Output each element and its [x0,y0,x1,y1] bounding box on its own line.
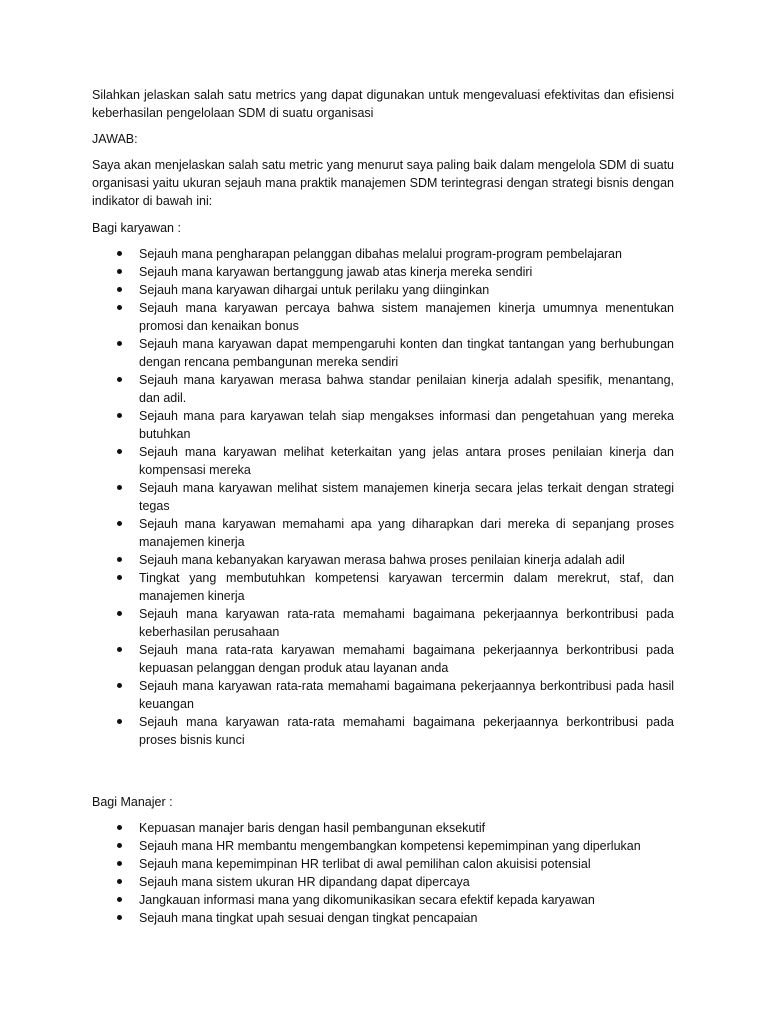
list-item: Sejauh mana karyawan memahami apa yang diharapkan dari mereka di sepanjang proses manajemen kinerja [92,515,674,551]
list-item: Sejauh mana rata-rata karyawan memahami bagaimana pekerjaannya berkontribusi pada kepuasan pelanggan dengan produk atau layanan anda [92,641,674,677]
intro-paragraph: Saya akan menjelaskan salah satu metric yang menurut saya paling baik dalam mengelola SDM di suatu organisasi yaitu ukuran sejauh mana praktik manajemen SDM terintegrasi dengan strategi bisnis dengan indikator di bawah ini: [92,158,674,208]
jawab-label: JAWAB: [92,132,138,146]
list-item: Sejauh mana para karyawan telah siap mengakses informasi dan pengetahuan yang mereka butuhkan [92,407,674,443]
manajer-list [92,819,674,927]
list-item: Sejauh mana karyawan melihat sistem manajemen kinerja secara jelas terkait dengan strategi tegas [92,479,674,515]
list-item: Sejauh mana karyawan rata-rata memahami bagaimana pekerjaannya berkontribusi pada hasil keuangan [92,677,674,713]
list-item: Tingkat yang membutuhkan kompetensi karyawan tercermin dalam merekrut, staf, dan manajemen kinerja [92,569,674,605]
list-item: Sejauh mana karyawan percaya bahwa sistem manajemen kinerja umumnya menentukan promosi dan kenaikan bonus [92,299,674,335]
list-item: Sejauh mana karyawan melihat keterkaitan yang jelas antara proses penilaian kinerja dan kompensasi mereka [92,443,674,479]
list-item: Sejauh mana karyawan dapat mempengaruhi konten dan tingkat tantangan yang berhubungan dengan rencana pembangunan mereka sendiri [92,335,674,371]
karyawan-section-title: Bagi karyawan : [92,221,181,235]
list-item: Sejauh mana karyawan merasa bahwa standar penilaian kinerja adalah spesifik, menantang, dan adil. [92,371,674,407]
list-item: Sejauh mana tingkat upah sesuai dengan tingkat pencapaian [92,909,674,927]
list-item: Kepuasan manajer baris dengan hasil pembangunan eksekutif [92,819,674,837]
list-item: Sejauh mana HR membantu mengembangkan kompetensi kepemimpinan yang diperlukan [92,837,674,855]
question-text: Silahkan jelaskan salah satu metrics yang dapat digunakan untuk mengevaluasi efektivitas dan efisiensi keberhasilan pengelolaan SDM di suatu organisasi [92,88,674,120]
list-item: Sejauh mana karyawan rata-rata memahami bagaimana pekerjaannya berkontribusi pada keberhasilan perusahaan [92,605,674,641]
karyawan-list [92,245,674,749]
document-content [92,86,674,927]
list-item: Sejauh mana sistem ukuran HR dipandang dapat dipercaya [92,873,674,891]
list-item: Sejauh mana karyawan bertanggung jawab atas kinerja mereka sendiri [92,263,674,281]
list-item: Jangkauan informasi mana yang dikomunikasikan secara efektif kepada karyawan [92,891,674,909]
list-item: Sejauh mana pengharapan pelanggan dibahas melalui program-program pembelajaran [92,245,674,263]
section-spacer [92,749,674,793]
list-item: Sejauh mana kebanyakan karyawan merasa bahwa proses penilaian kinerja adalah adil [92,551,674,569]
list-item: Sejauh mana kepemimpinan HR terlibat di awal pemilihan calon akuisisi potensial [92,855,674,873]
manajer-section-title: Bagi Manajer : [92,795,173,809]
list-item: Sejauh mana karyawan dihargai untuk perilaku yang diinginkan [92,281,674,299]
list-item: Sejauh mana karyawan rata-rata memahami bagaimana pekerjaannya berkontribusi pada proses bisnis kunci [92,713,674,749]
